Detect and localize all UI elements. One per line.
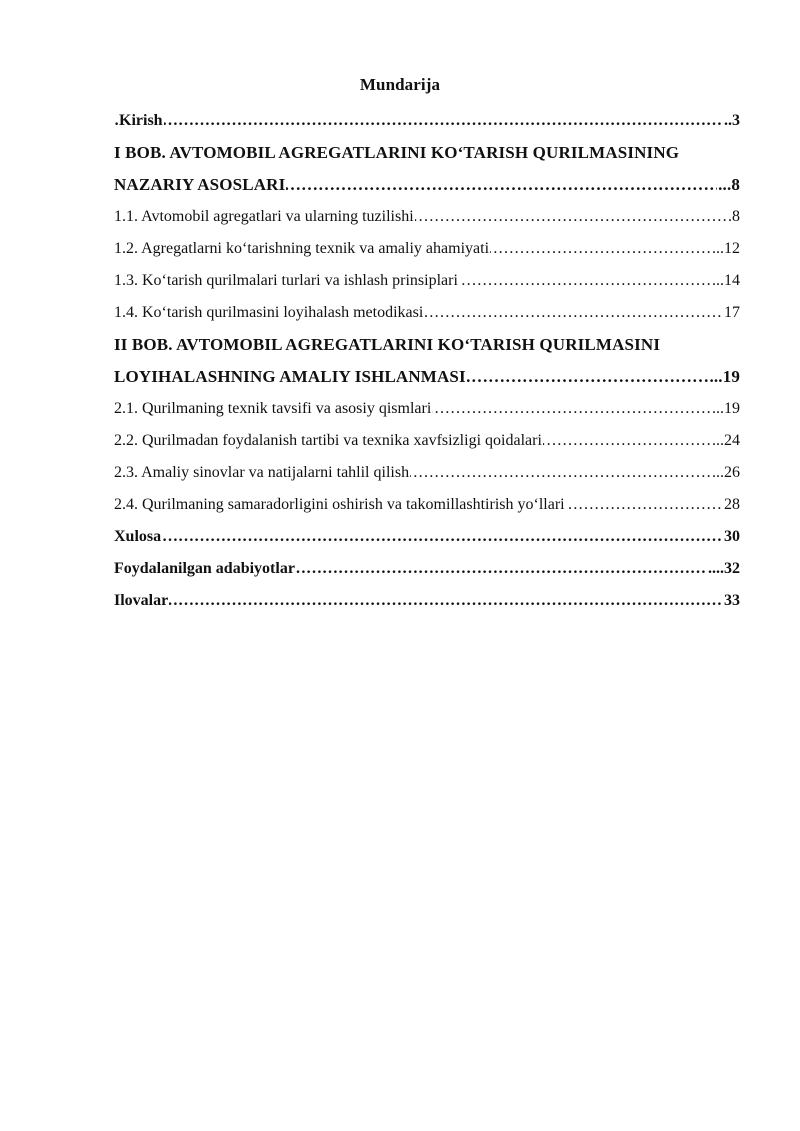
toc-entry-text: 2.2. Qurilmadan foydalanish tartibi va texnika xavfsizligi qoidalari (114, 428, 543, 454)
toc-page-number: ..3 (723, 108, 740, 134)
toc-entry-text: 2.3. Amaliy sinovlar va natijalarni tahlil qilish (114, 460, 410, 486)
toc-page-number: 30 (723, 524, 740, 550)
toc-entry-text: Ilovalar (114, 588, 169, 614)
page-title: Mundarija (359, 75, 441, 94)
toc-entry-text: Foydalanilgan adabiyotlar (114, 556, 296, 582)
toc-entry-text: I BOB. AVTOMOBIL AGREGATLARINI KO‘TARISH QURILMASINING (114, 140, 680, 166)
toc-entry-1-1[interactable] (114, 204, 740, 236)
toc-page-number: ...12 (711, 236, 740, 262)
toc-entry-text: LOYIHALASHNING AMALIY ISHLANMASI (114, 364, 467, 390)
toc-page-number: 17 (723, 300, 740, 326)
toc-entry-text: 1.1. Avtomobil agregatlari va ularning tuzilishi (114, 204, 415, 230)
toc-page-number: ...19 (708, 364, 740, 390)
toc-chapter-1-heading[interactable] (114, 140, 740, 172)
toc-chapter-1-heading-cont[interactable] (114, 172, 740, 204)
toc-entry-2-1[interactable] (114, 396, 740, 428)
toc-page-number: ...26 (711, 460, 740, 486)
toc-entry-1-3[interactable] (114, 268, 740, 300)
toc-entry-text: NAZARIY ASOSLARI (114, 172, 286, 198)
toc-entry-text: 1.3. Ko‘tarish qurilmalari turlari va ishlash prinsiplari (114, 268, 459, 294)
toc-page-number: 33 (723, 588, 740, 614)
table-of-contents (114, 108, 740, 620)
toc-chapter-2-heading-cont[interactable] (114, 364, 740, 396)
toc-page-number: ...8 (717, 172, 740, 198)
toc-entry-2-4[interactable] (114, 492, 740, 524)
toc-entry-adabiyotlar[interactable] (114, 556, 740, 588)
toc-entry-text: Kirish (119, 108, 164, 134)
toc-entry-ilovalar[interactable] (114, 588, 740, 620)
toc-entry-xulosa[interactable] (114, 524, 740, 556)
toc-entry-text: II BOB. AVTOMOBIL AGREGATLARINI KO‘TARISH QURILMASINI (114, 332, 661, 358)
toc-entry-kirish[interactable] (114, 108, 740, 140)
toc-page-number: ....32 (707, 556, 740, 582)
toc-page-number: ...14 (711, 268, 740, 294)
toc-entry-text: 1.4. Ko‘tarish qurilmasini loyihalash metodikasi (114, 300, 424, 326)
toc-page-number: ..24 (715, 428, 740, 454)
toc-entry-2-2[interactable] (114, 428, 740, 460)
toc-entry-2-3[interactable] (114, 460, 740, 492)
toc-entry-text: 2.4. Qurilmaning samaradorligini oshirish va takomillashtirish yo‘llari (114, 492, 566, 518)
toc-page-number: 28 (723, 492, 740, 518)
leader-dots (114, 524, 740, 550)
toc-entry-text: Xulosa (114, 524, 162, 550)
leader-dots (114, 108, 740, 134)
toc-page-number: ..19 (715, 396, 740, 422)
toc-entry-text: 1.2. Agregatlarni ko‘tarishning texnik va amaliy ahamiyati (114, 236, 490, 262)
toc-entry-text: 2.1. Qurilmaning texnik tavsifi va asosiy qismlari (114, 396, 432, 422)
toc-entry-1-2[interactable] (114, 236, 740, 268)
toc-chapter-2-heading[interactable] (114, 332, 740, 364)
leader-dots (114, 588, 740, 614)
toc-entry-1-4[interactable] (114, 300, 740, 332)
toc-page-number: 8 (731, 204, 740, 230)
